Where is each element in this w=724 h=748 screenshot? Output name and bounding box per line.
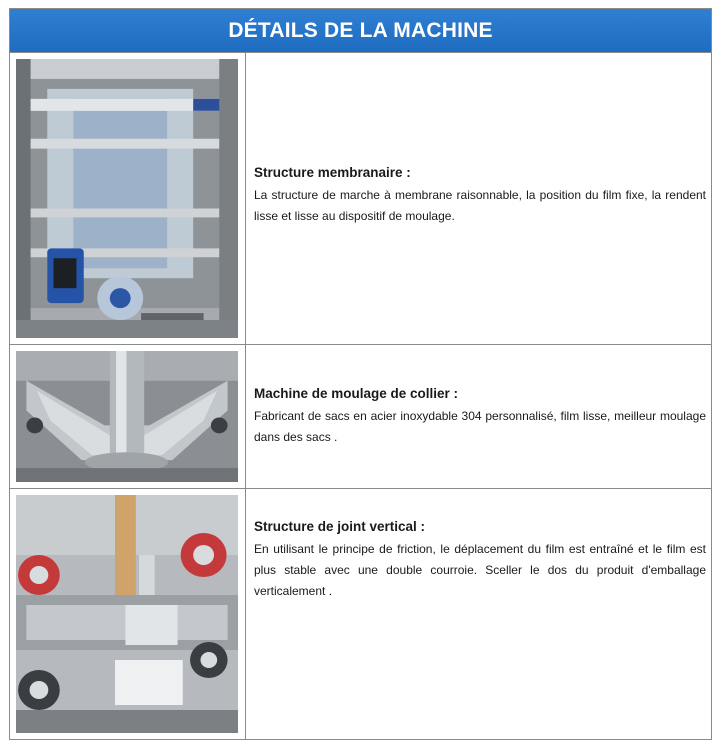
feature-title: Machine de moulage de collier : [254, 385, 459, 401]
text-cell [246, 345, 711, 488]
text-cell [246, 489, 711, 739]
feature-description: En utilisant le principe de friction, le déplacement du film est entraîné et le film est plus stable avec une double courroie. Sceller le dos du produit d'emballage verticalement . [254, 542, 706, 598]
vertical-seal-photo [16, 495, 238, 733]
feature-title: Structure membranaire : [254, 164, 411, 180]
feature-description: Fabricant de sacs en acier inoxydable 304 personnalisé, film lisse, meilleur moulage dans des sacs . [254, 408, 706, 444]
feature-title: Structure de joint vertical : [254, 519, 426, 534]
feature-description: La structure de marche à membrane raisonnable, la position du film fixe, la rendent lisse et lisse au dispositif de moulage. [254, 187, 706, 223]
collar-former-photo [16, 351, 238, 482]
feature-row-collar-former [10, 345, 711, 489]
page-title: DÉTAILS DE LA MACHINE [10, 9, 711, 53]
feature-row-vertical-seal [10, 489, 711, 739]
text-cell [246, 53, 711, 344]
membrane-structure-photo [16, 59, 238, 338]
feature-row-membrane [10, 53, 711, 345]
image-cell [10, 53, 246, 344]
image-cell [10, 489, 246, 739]
machine-details-table [9, 8, 712, 740]
image-cell [10, 345, 246, 488]
